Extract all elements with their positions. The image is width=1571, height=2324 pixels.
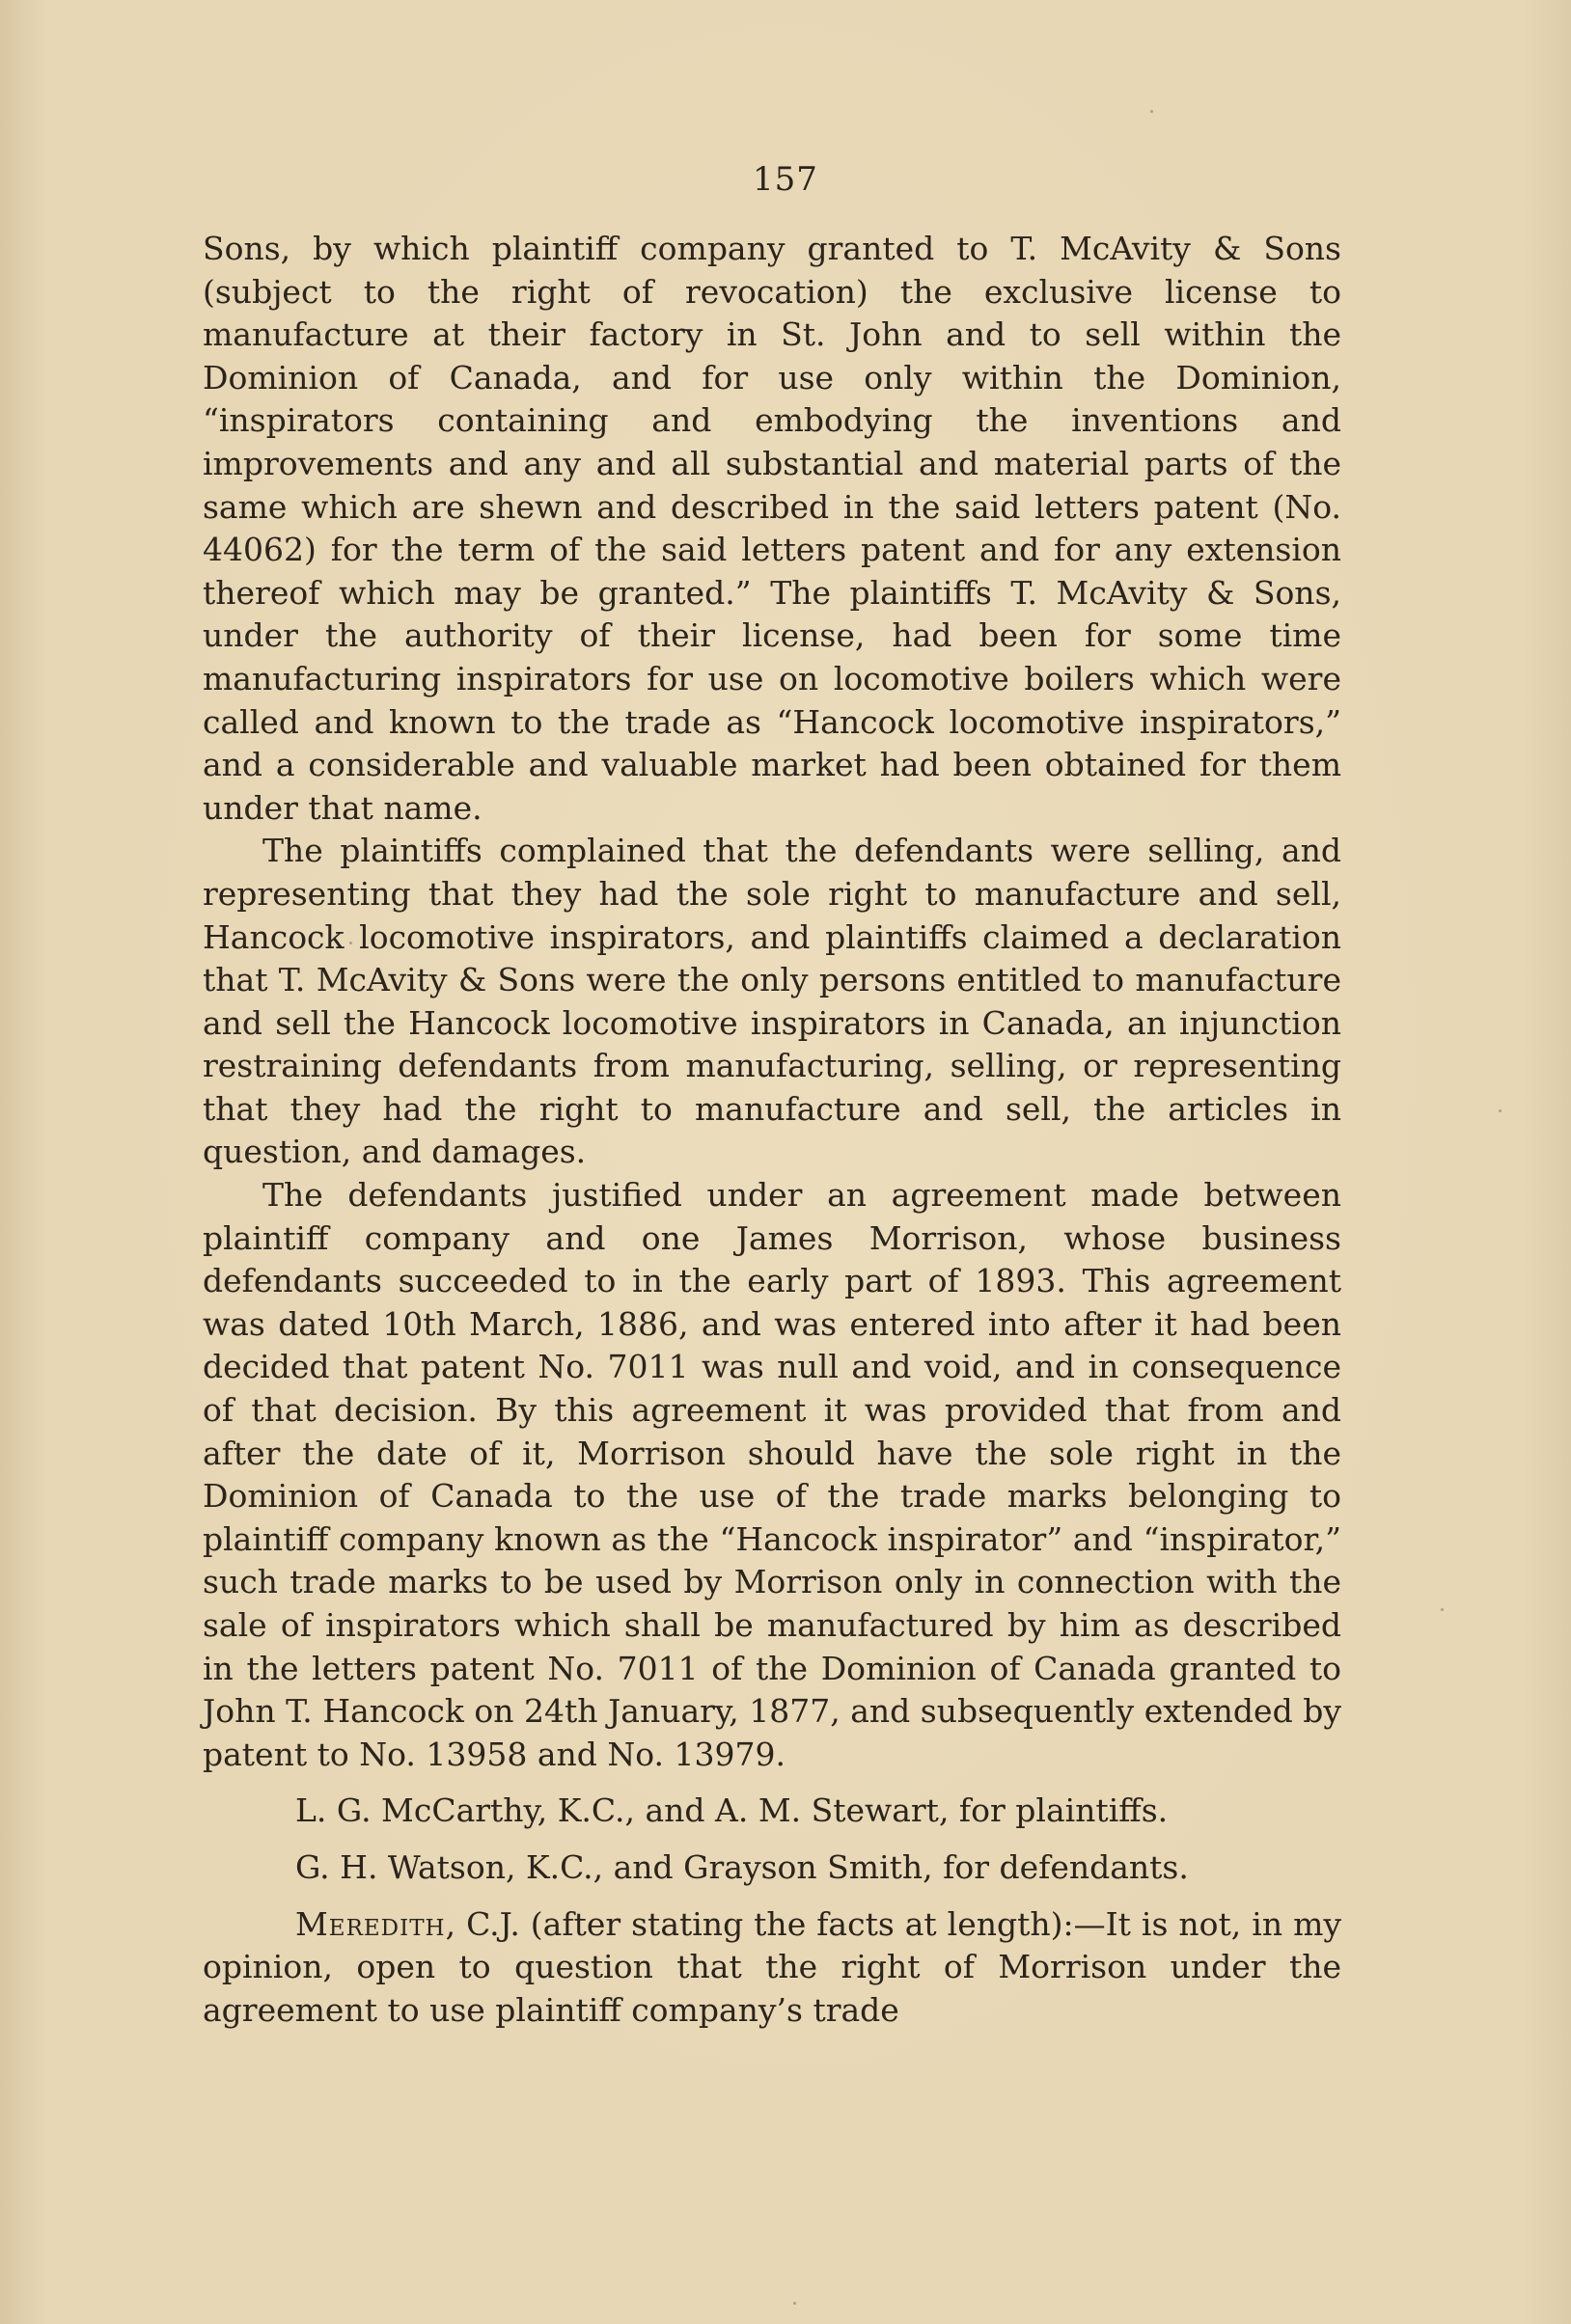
paragraph-license-terms: Sons, by which plaintiff company granted to T. McAvity & Sons (subject to the right of revocation) the exclusive license to manufacture at their factory in St. John and to sell within the Dominion of Canada, and for use only within the Dominion, “inspirators containing and embodying the inventions and improvements and any and all substantial and material parts of the same which are shewn and described in the said letters patent (No. 44062) for the term of the said letters patent and for any extension thereof which may be granted.” The plaintiffs T. McAvity & Sons, under the authority of their license, had been for some time manufacturing inspirators for use on locomotive boilers which were called and known to the trade as “Hancock locomotive inspirators,” and a considerable and valuable market had been obtained for them under that name. <box>203 230 1341 827</box>
counsel-for-plaintiffs: L. G. McCarthy, K.C., and A. M. Stewart, for plaintiffs. <box>295 1791 1169 1830</box>
paper-speck <box>793 2302 796 2305</box>
page-number: 157 <box>753 160 818 199</box>
paragraph-defendants-justification: The defendants justified under an agreement made between plaintiff company and one James Morrison, whose business defendants succeeded to in the early part of 1893. This agreement was dated 10th March, 1886, and was entered into after it had been decided that patent No. 7011 was null and void, and in consequence of that decision. By this agreement it was provided that from and after the date of it, Morrison should have the sole right in the Dominion of Canada to the use of the trade marks belonging to plaintiff company known as the “Hancock inspirator” and “inspirator,” such trade marks to be used by Morrison only in connection with the sale of inspirators which shall be manufactured by him as described in the letters patent No. 7011 of the Dominion of Canada granted to John T. Hancock on 24th January, 1877, and subsequently extended by patent to No. 13958 and No. 13979. <box>203 1176 1341 1773</box>
paper-speck <box>1150 110 1153 113</box>
judge-name: Meredith <box>295 1904 446 1943</box>
paper-speck <box>1441 1608 1444 1611</box>
judgment-text: , C.J. (after stating the facts at length):—It is not, in my opinion, open to question that the right of Morrison under the agreement to use plaintiff company’s trade <box>203 1904 1341 2029</box>
judgment-opening <box>203 1903 1341 2033</box>
body-text <box>203 228 1341 2032</box>
counsel-for-defendants: G. H. Watson, K.C., and Grayson Smith, for defendants. <box>295 1847 1189 1886</box>
paper-speck <box>1499 1109 1502 1112</box>
paragraph-plaintiffs-complaint: The plaintiffs complained that the defendants were selling, and representing that they had the sole right to manufacture and sell, Hancock locomotive inspirators, and plaintiffs claimed a declaration that T. McAvity & Sons were the only persons entitled to manufacture and sell the Hancock locomotive inspirators in Canada, an injunction restraining defendants from manufacturing, selling, or representing that they had the right to manufacture and sell, the articles in question, and damages. <box>203 832 1341 1171</box>
